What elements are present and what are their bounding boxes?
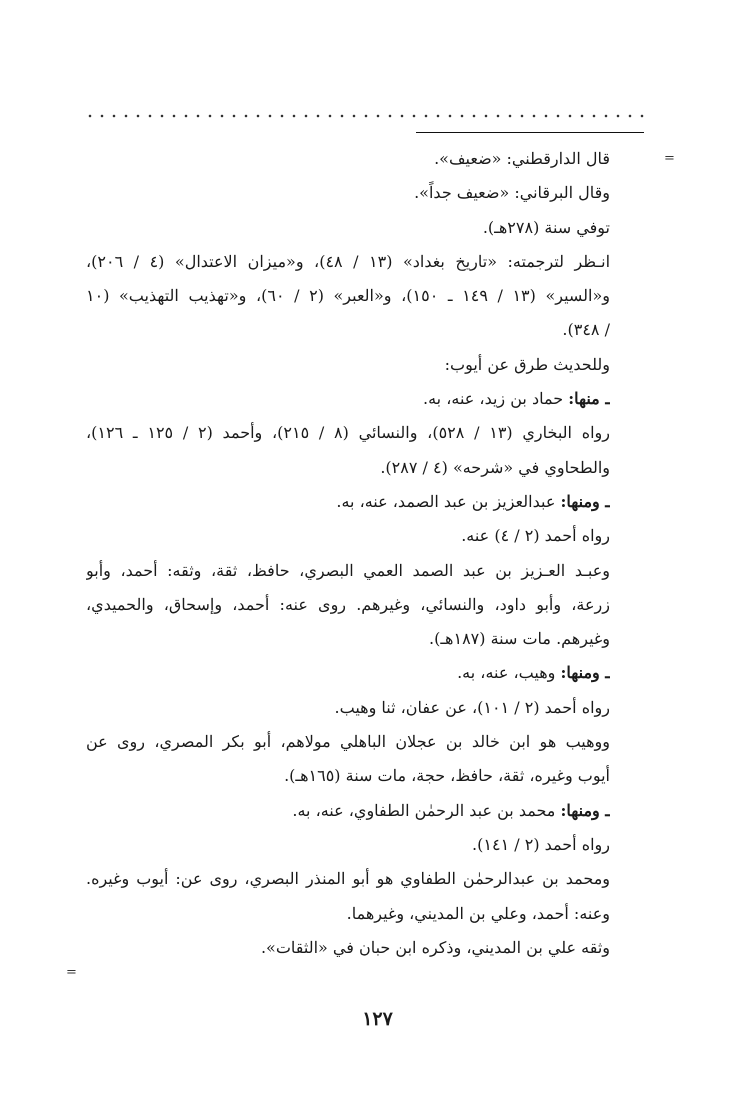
line-text: والطحاوي في «شرحه» (٤ / ٢٨٧). <box>380 457 610 477</box>
line-text: انـظر لترجمته: «تاريخ بغداد» (١٣ / ٤٨)، و«ميزان الاعتدال» (٤ / ٢٠٦)، <box>86 251 610 271</box>
text-line <box>86 656 610 690</box>
line-text: / ٣٤٨). <box>562 320 610 340</box>
text-line <box>86 519 610 553</box>
text-line <box>86 759 610 793</box>
text-line <box>86 794 610 828</box>
text-line <box>86 691 610 725</box>
text-line <box>86 828 610 862</box>
text-line <box>86 485 610 519</box>
line-text: عبدالعزيز بن عبد الصمد، عنه، به. <box>336 491 561 511</box>
line-text: أيوب وغيره، ثقة، حافظ، حجة، مات سنة (١٦٥هـ). <box>284 766 610 786</box>
text-line <box>86 142 610 176</box>
line-text: رواه أحمد (٢ / ٤) عنه. <box>461 526 610 546</box>
header-dotted-rule <box>84 110 644 122</box>
margin-mark-bottom: = <box>66 965 77 980</box>
line-label: ـ ومنها: <box>560 663 610 683</box>
line-text: رواه أحمد (٢ / ١٠١)، عن عفان، ثنا وهيب. <box>334 697 610 717</box>
page-number: ١٢٧ <box>362 1008 393 1030</box>
text-line <box>86 622 610 656</box>
line-text: قال الدارقطني: «ضعيف». <box>434 149 610 168</box>
line-text: ومحمد بن عبدالرحمٰن الطفاوي هو أبو المنذر البصري، روى عن: أيوب وغيره. <box>86 869 610 889</box>
line-text: رواه أحمد (٢ / ١٤١). <box>472 834 610 854</box>
line-text: حماد بن زيد، عنه، به. <box>423 389 569 409</box>
text-line <box>86 382 610 416</box>
line-text: وغيرهم. مات سنة (١٨٧هـ). <box>429 629 610 649</box>
text-line <box>86 245 610 279</box>
line-text: وهيب، عنه، به. <box>457 663 561 683</box>
text-line <box>86 554 610 588</box>
line-text: زرعة، وأبو داود، والنسائي، وغيرهم. روى عنه: أحمد، وإسحاق، والحميدي، <box>86 594 610 614</box>
text-line <box>86 279 610 313</box>
line-text: و«السير» (١٣ / ١٤٩ ـ ١٥٠)، و«العبر» (٢ / ٦٠)، و«تهذيب التهذيب» (١٠ <box>86 286 610 306</box>
text-line <box>86 931 610 965</box>
text-line <box>86 588 610 622</box>
text-line <box>86 348 610 382</box>
margin-mark-top: = <box>664 151 675 166</box>
text-line <box>86 313 610 347</box>
line-text: وعنه: أحمد، وعلي بن المديني، وغيرهما. <box>346 903 610 923</box>
text-line <box>86 451 610 485</box>
line-label: ـ ومنها: <box>560 800 610 820</box>
line-text: وقال البرقاني: «ضعيف جداً». <box>414 183 610 203</box>
line-text: وعبـد العـزيز بن عبد الصمد العمي البصري، حافظ، ثقة، وثقه: أحمد، وأبو <box>86 560 610 580</box>
line-text: توفي سنة (٢٧٨هـ). <box>482 217 610 237</box>
text-line <box>86 176 610 210</box>
line-text: وثقه علي بن المديني، وذكره ابن حبان في «الثقات». <box>260 937 610 957</box>
text-line <box>86 897 610 931</box>
line-text: وللحديث طرق عن أيوب: <box>444 354 610 374</box>
line-text: محمد بن عبد الرحمٰن الطفاوي، عنه، به. <box>292 800 561 820</box>
line-label: ـ ومنها: <box>560 491 610 511</box>
line-text: ووهيب هو ابن خالد بن عجلان الباهلي مولاهم، أبو بكر المصري، روى عن <box>86 732 610 752</box>
text-line <box>86 725 610 759</box>
line-label: ـ منها: <box>568 389 610 409</box>
line-text: رواه البخاري (١٣ / ٥٢٨)، والنسائي (٨ / ٢١٥)، وأحمد (٢ / ١٢٥ ـ ١٢٦)، <box>86 423 610 443</box>
text-line <box>86 211 610 245</box>
text-line <box>86 416 610 450</box>
footnote-text-block <box>86 142 610 965</box>
text-line <box>86 862 610 896</box>
footnote-separator-rule <box>416 132 644 133</box>
